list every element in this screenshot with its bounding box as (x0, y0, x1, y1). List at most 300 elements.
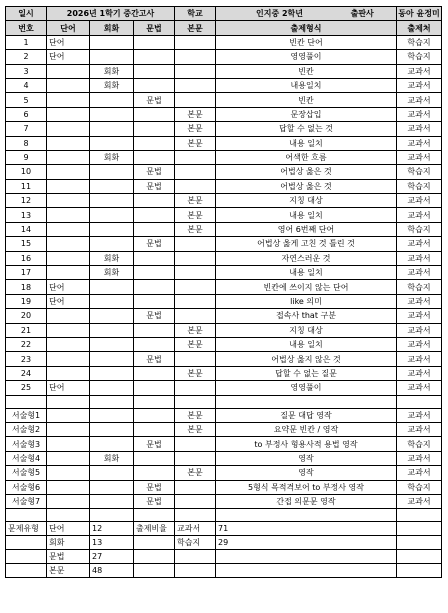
question-type-cell: 지칭 대상 (216, 194, 397, 208)
vocab-cell (47, 337, 90, 351)
grammar-cell: 문법 (134, 309, 175, 323)
empty-cell (397, 509, 442, 522)
grammar-cell (134, 50, 175, 64)
text-cell (175, 179, 216, 193)
grammar-cell (134, 422, 175, 436)
vocab-cell (47, 352, 90, 366)
question-row (6, 50, 442, 64)
source-cell: 교과서 (397, 381, 442, 395)
dialogue-cell (90, 50, 134, 64)
question-number: 서술형6 (6, 480, 47, 494)
type-count: 13 (90, 536, 134, 550)
source-cell: 교과서 (397, 93, 442, 107)
source-cell: 교과서 (397, 352, 442, 366)
essay-row (6, 408, 442, 422)
text-cell (175, 451, 216, 465)
dialogue-cell (90, 107, 134, 121)
text-cell (175, 64, 216, 78)
question-row (6, 194, 442, 208)
vocab-cell (47, 107, 90, 121)
dialogue-cell (90, 437, 134, 451)
text-cell: 본문 (175, 337, 216, 351)
header-school: 인지중 2학년 (256, 9, 303, 19)
question-number: 19 (6, 294, 47, 308)
vocab-cell (47, 437, 90, 451)
text-cell (175, 78, 216, 92)
source-cell: 교과서 (397, 266, 442, 280)
grammar-cell: 문법 (134, 93, 175, 107)
vocab-cell: 단어 (47, 294, 90, 308)
dialogue-cell (90, 35, 134, 49)
question-number: 10 (6, 165, 47, 179)
text-cell (175, 437, 216, 451)
question-row (6, 309, 442, 323)
question-row (6, 222, 442, 236)
empty-cell (90, 395, 134, 408)
source-count: 71 (216, 522, 397, 536)
header-school-label: 학교 (175, 7, 216, 21)
vocab-cell (47, 165, 90, 179)
empty-cell (175, 395, 216, 408)
question-row (6, 136, 442, 150)
question-row (6, 251, 442, 265)
dialogue-cell (90, 294, 134, 308)
dialogue-cell (90, 422, 134, 436)
vocab-cell (47, 136, 90, 150)
question-number: 5 (6, 93, 47, 107)
spacer-row (6, 509, 442, 522)
vocab-cell (47, 480, 90, 494)
question-row (6, 150, 442, 164)
header-date-label: 일시 (6, 7, 47, 21)
exam-table (5, 6, 442, 578)
question-type-cell: 문장삽입 (216, 107, 397, 121)
col-vocab: 단어 (47, 21, 90, 35)
question-type-cell: 영어 6번째 단어 (216, 222, 397, 236)
dialogue-cell: 회화 (90, 266, 134, 280)
source-cell: 교과서 (397, 337, 442, 351)
dialogue-cell (90, 93, 134, 107)
dialogue-cell: 회화 (90, 78, 134, 92)
question-row (6, 366, 442, 380)
text-cell (175, 352, 216, 366)
vocab-cell (47, 494, 90, 508)
grammar-cell (134, 451, 175, 465)
question-type-cell: 답할 수 없는 것 (216, 122, 397, 136)
question-type-cell: 요약문 빈칸 / 영작 (216, 422, 397, 436)
question-row (6, 107, 442, 121)
dialogue-cell (90, 381, 134, 395)
source-cell: 교과서 (397, 494, 442, 508)
question-row (6, 280, 442, 294)
type-count: 48 (90, 564, 134, 578)
question-number: 서술형2 (6, 422, 47, 436)
dialogue-cell (90, 494, 134, 508)
question-type-cell: 자연스러운 것 (216, 251, 397, 265)
source-cell: 교과서 (397, 150, 442, 164)
question-type-cell: 답할 수 없는 질문 (216, 366, 397, 380)
question-row (6, 64, 442, 78)
text-cell (175, 294, 216, 308)
text-cell: 본문 (175, 323, 216, 337)
empty-cell (216, 550, 397, 564)
grammar-cell: 문법 (134, 165, 175, 179)
col-text: 본문 (175, 21, 216, 35)
dialogue-cell: 회화 (90, 251, 134, 265)
question-row (6, 93, 442, 107)
empty-cell (90, 509, 134, 522)
question-number: 16 (6, 251, 47, 265)
dialogue-cell (90, 366, 134, 380)
vocab-cell (47, 122, 90, 136)
empty-cell (216, 395, 397, 408)
empty-cell (6, 550, 47, 564)
vocab-cell (47, 208, 90, 222)
question-row (6, 78, 442, 92)
col-question-type: 출제형식 (216, 21, 397, 35)
dialogue-cell (90, 323, 134, 337)
header-school-publisher (216, 7, 397, 21)
grammar-cell: 문법 (134, 480, 175, 494)
dialogue-cell (90, 165, 134, 179)
question-type-cell: 영영풀이 (216, 381, 397, 395)
question-type-cell: to 부정사 형용사적 용법 영작 (216, 437, 397, 451)
text-cell: 본문 (175, 194, 216, 208)
essay-row (6, 451, 442, 465)
grammar-cell (134, 150, 175, 164)
source-cell: 교과서 (397, 466, 442, 480)
question-type-cell: 빈칸 (216, 64, 397, 78)
text-cell (175, 237, 216, 251)
question-type-cell: like 의미 (216, 294, 397, 308)
text-cell: 본문 (175, 366, 216, 380)
grammar-cell (134, 466, 175, 480)
vocab-cell (47, 422, 90, 436)
vocab-cell (47, 323, 90, 337)
question-row (6, 352, 442, 366)
type-count: 12 (90, 522, 134, 536)
question-row (6, 179, 442, 193)
grammar-cell: 문법 (134, 494, 175, 508)
empty-cell (175, 509, 216, 522)
dialogue-cell (90, 309, 134, 323)
text-cell (175, 280, 216, 294)
grammar-cell (134, 107, 175, 121)
empty-cell (397, 564, 442, 578)
question-number: 14 (6, 222, 47, 236)
source-cell: 교과서 (397, 408, 442, 422)
question-row (6, 266, 442, 280)
source-cell: 교과서 (397, 294, 442, 308)
question-number: 9 (6, 150, 47, 164)
grammar-cell: 문법 (134, 237, 175, 251)
vocab-cell: 단어 (47, 280, 90, 294)
source-cell: 학습지 (397, 280, 442, 294)
col-number: 번호 (6, 21, 47, 35)
dialogue-cell: 회화 (90, 451, 134, 465)
question-number: 24 (6, 366, 47, 380)
question-row (6, 122, 442, 136)
question-number: 서술형7 (6, 494, 47, 508)
question-row (6, 323, 442, 337)
question-number: 서술형4 (6, 451, 47, 465)
col-grammar: 문법 (134, 21, 175, 35)
text-cell: 본문 (175, 136, 216, 150)
source-name: 교과서 (175, 522, 216, 536)
vocab-cell (47, 93, 90, 107)
question-type-cell: 내용 일치 (216, 266, 397, 280)
dialogue-cell (90, 352, 134, 366)
question-type-cell: 내용일치 (216, 78, 397, 92)
empty-cell (6, 509, 47, 522)
dialogue-cell (90, 179, 134, 193)
empty-cell (216, 564, 397, 578)
text-cell (175, 480, 216, 494)
text-cell (175, 150, 216, 164)
empty-cell (175, 550, 216, 564)
source-cell: 교과서 (397, 309, 442, 323)
question-number: 12 (6, 194, 47, 208)
question-type-cell: 빈칸 단어 (216, 35, 397, 49)
essay-row (6, 422, 442, 436)
question-number: 3 (6, 64, 47, 78)
question-number: 8 (6, 136, 47, 150)
source-cell: 교과서 (397, 194, 442, 208)
grammar-cell (134, 280, 175, 294)
source-cell: 교과서 (397, 208, 442, 222)
dialogue-cell (90, 280, 134, 294)
vocab-cell (47, 150, 90, 164)
source-cell: 교과서 (397, 237, 442, 251)
question-number: 4 (6, 78, 47, 92)
grammar-cell (134, 266, 175, 280)
source-cell: 학습지 (397, 35, 442, 49)
text-cell (175, 93, 216, 107)
source-count: 29 (216, 536, 397, 550)
dialogue-cell (90, 466, 134, 480)
empty-cell (397, 550, 442, 564)
text-cell (175, 266, 216, 280)
header-publisher: 동아 윤정미 (397, 7, 442, 21)
text-cell: 본문 (175, 107, 216, 121)
question-number: 2 (6, 50, 47, 64)
source-cell: 학습지 (397, 437, 442, 451)
exam-analysis-sheet (5, 6, 442, 578)
dialogue-cell (90, 208, 134, 222)
essay-row (6, 494, 442, 508)
vocab-cell (47, 194, 90, 208)
source-cell: 학습지 (397, 222, 442, 236)
empty-cell (47, 509, 90, 522)
vocab-cell (47, 251, 90, 265)
empty-cell (6, 395, 47, 408)
text-cell: 본문 (175, 408, 216, 422)
type-name: 회화 (47, 536, 90, 550)
vocab-cell (47, 78, 90, 92)
column-header-row (6, 21, 442, 35)
grammar-cell (134, 323, 175, 337)
question-number: 7 (6, 122, 47, 136)
vocab-cell (47, 237, 90, 251)
essay-row (6, 437, 442, 451)
question-number: 22 (6, 337, 47, 351)
question-row (6, 237, 442, 251)
source-cell: 교과서 (397, 107, 442, 121)
text-cell: 본문 (175, 122, 216, 136)
text-cell (175, 165, 216, 179)
col-dialogue: 회화 (90, 21, 134, 35)
question-number: 20 (6, 309, 47, 323)
text-cell (175, 50, 216, 64)
dialogue-cell (90, 480, 134, 494)
question-number: 21 (6, 323, 47, 337)
text-cell (175, 309, 216, 323)
grammar-cell (134, 222, 175, 236)
question-type-cell: 내용 일치 (216, 208, 397, 222)
empty-cell (134, 564, 175, 578)
grammar-cell (134, 35, 175, 49)
source-cell: 교과서 (397, 251, 442, 265)
vocab-cell (47, 466, 90, 480)
dialogue-cell (90, 136, 134, 150)
question-row (6, 294, 442, 308)
grammar-cell (134, 366, 175, 380)
question-number: 1 (6, 35, 47, 49)
source-cell: 교과서 (397, 136, 442, 150)
grammar-cell (134, 294, 175, 308)
dialogue-cell (90, 222, 134, 236)
question-type-cell: 영작 (216, 451, 397, 465)
question-type-cell: 접속사 that 구분 (216, 309, 397, 323)
question-number: 18 (6, 280, 47, 294)
question-number: 서술형3 (6, 437, 47, 451)
empty-cell (134, 509, 175, 522)
header-row (6, 7, 442, 21)
spacer-row (6, 395, 442, 408)
grammar-cell (134, 136, 175, 150)
source-cell: 학습지 (397, 480, 442, 494)
text-cell: 본문 (175, 422, 216, 436)
empty-cell (397, 395, 442, 408)
question-number: 서술형5 (6, 466, 47, 480)
vocab-cell (47, 451, 90, 465)
question-type-cell: 5형식 목적격보어 to 부정사 영작 (216, 480, 397, 494)
source-cell: 학습지 (397, 50, 442, 64)
question-type-cell: 내용 일치 (216, 136, 397, 150)
question-type-cell: 어색한 흐름 (216, 150, 397, 164)
question-type-cell: 지칭 대상 (216, 323, 397, 337)
empty-cell (6, 564, 47, 578)
source-cell: 학습지 (397, 179, 442, 193)
grammar-cell (134, 78, 175, 92)
grammar-cell (134, 337, 175, 351)
source-cell: 교과서 (397, 78, 442, 92)
question-row (6, 208, 442, 222)
grammar-cell (134, 381, 175, 395)
empty-cell (134, 395, 175, 408)
question-number: 17 (6, 266, 47, 280)
summary-row (6, 550, 442, 564)
dialogue-cell (90, 122, 134, 136)
essay-row (6, 466, 442, 480)
text-cell (175, 381, 216, 395)
empty-cell (397, 536, 442, 550)
essay-row (6, 480, 442, 494)
grammar-cell: 문법 (134, 352, 175, 366)
vocab-cell (47, 266, 90, 280)
empty-cell (397, 522, 442, 536)
empty-cell (175, 564, 216, 578)
grammar-cell (134, 194, 175, 208)
question-type-cell: 내용 일치 (216, 337, 397, 351)
type-count: 27 (90, 550, 134, 564)
text-cell: 본문 (175, 208, 216, 222)
question-type-cell: 어법상 옳은 것 (216, 165, 397, 179)
source-cell: 교과서 (397, 422, 442, 436)
question-number: 15 (6, 237, 47, 251)
empty-cell (134, 550, 175, 564)
grammar-cell (134, 208, 175, 222)
source-cell: 교과서 (397, 323, 442, 337)
dialogue-cell (90, 408, 134, 422)
dialogue-cell: 회화 (90, 150, 134, 164)
question-type-cell: 어법상 옳은 것 (216, 179, 397, 193)
question-type-cell: 영작 (216, 466, 397, 480)
question-row (6, 337, 442, 351)
ratio-label: 출제비율 (134, 522, 175, 536)
type-name: 단어 (47, 522, 90, 536)
grammar-cell: 문법 (134, 437, 175, 451)
grammar-cell (134, 64, 175, 78)
question-type-cell: 간접 의문문 영작 (216, 494, 397, 508)
vocab-cell (47, 179, 90, 193)
grammar-cell (134, 122, 175, 136)
summary-row (6, 522, 442, 536)
vocab-cell: 단어 (47, 50, 90, 64)
question-number: 25 (6, 381, 47, 395)
vocab-cell: 단어 (47, 35, 90, 49)
question-type-cell: 어법상 옳게 고친 것 틀린 것 (216, 237, 397, 251)
empty-cell (216, 509, 397, 522)
dialogue-cell (90, 194, 134, 208)
text-cell (175, 35, 216, 49)
dialogue-cell (90, 337, 134, 351)
source-cell: 학습지 (397, 165, 442, 179)
dialogue-cell (90, 237, 134, 251)
type-name: 문법 (47, 550, 90, 564)
source-cell: 교과서 (397, 64, 442, 78)
empty-cell (47, 395, 90, 408)
summary-row (6, 564, 442, 578)
question-type-cell: 빈칸에 쓰이지 않는 단어 (216, 280, 397, 294)
grammar-cell (134, 408, 175, 422)
source-cell: 교과서 (397, 122, 442, 136)
text-cell: 본문 (175, 222, 216, 236)
text-cell (175, 251, 216, 265)
grammar-cell: 문법 (134, 179, 175, 193)
question-number: 6 (6, 107, 47, 121)
grammar-cell (134, 251, 175, 265)
source-cell: 교과서 (397, 451, 442, 465)
dialogue-cell: 회화 (90, 64, 134, 78)
empty-cell (6, 536, 47, 550)
vocab-cell (47, 64, 90, 78)
question-type-cell: 빈칸 (216, 93, 397, 107)
question-number: 23 (6, 352, 47, 366)
empty-cell (134, 536, 175, 550)
source-cell: 교과서 (397, 366, 442, 380)
header-publisher-label: 출판사 (350, 9, 374, 19)
